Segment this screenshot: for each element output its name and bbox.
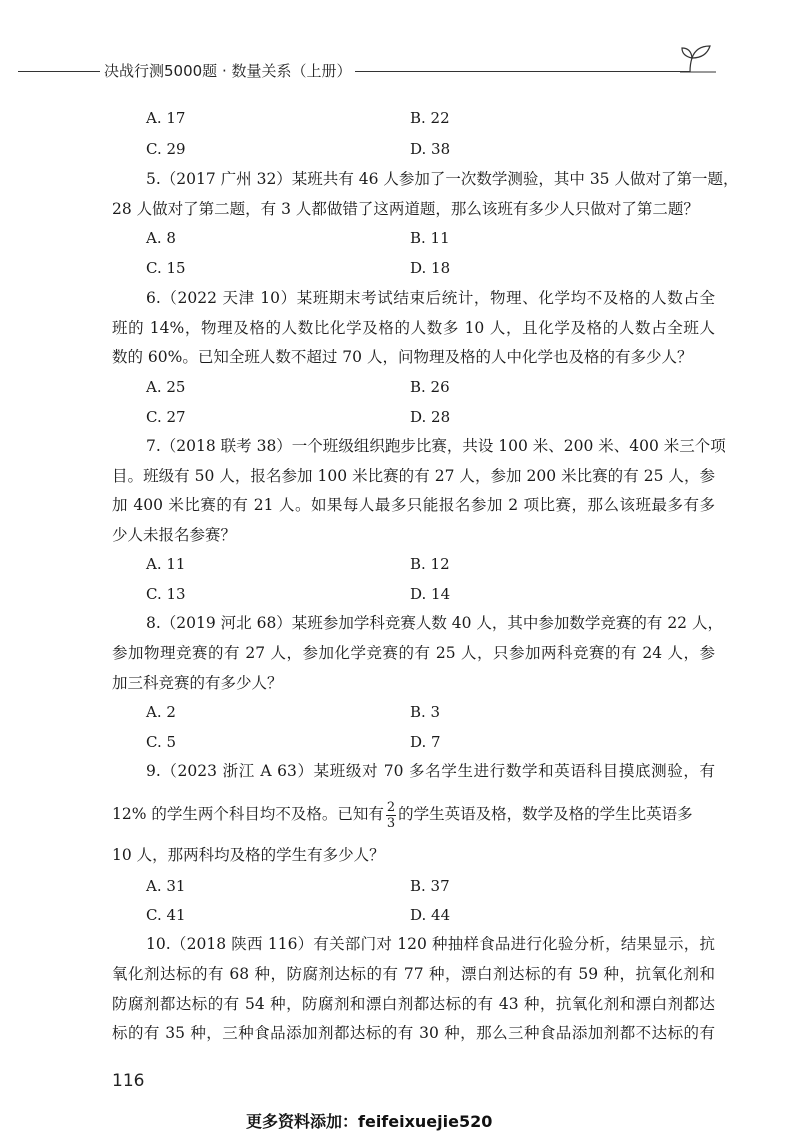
sprout-icon xyxy=(680,42,718,76)
question-5-line: 5.（2017 广州 32）某班共有 46 人参加了一次数学测验，其中 35 人做对了第一题， xyxy=(146,170,739,188)
question-10-line: 防腐剂都达标的有 54 种，防腐剂和漂白剂都达标的有 43 种，抗氧化剂和漂白剂都达 xyxy=(112,995,715,1013)
option-c: C. 29 xyxy=(146,140,186,158)
running-header-title: 决战行测5000题 · 数量关系（上册） xyxy=(104,62,352,80)
option-d: D. 38 xyxy=(410,140,451,158)
question-6-line: 6.（2022 天津 10）某班期末考试结束后统计，物理、化学均不及格的人数占全 xyxy=(146,289,715,307)
question-9-line xyxy=(112,795,715,833)
question-6-line: 班的 14%，物理及格的人数比化学及格的人数多 10 人，且化学及格的人数占全班人 xyxy=(112,319,715,337)
q8-option-d: D. 7 xyxy=(410,733,441,751)
question-10-line: 10.（2018 陕西 116）有关部门对 120 种抽样食品进行化验分析，结果显示，抗 xyxy=(146,935,715,953)
question-7-line: 少人未报名参赛？ xyxy=(112,526,237,544)
q7-option-a: A. 11 xyxy=(146,555,186,573)
footer-note: 更多资料添加：feifeixuejie520 xyxy=(246,1112,493,1131)
question-8-line: 加三科竞赛的有多少人？ xyxy=(112,674,283,692)
fraction-denominator: 3 xyxy=(386,815,396,831)
question-8-line: 8.（2019 河北 68）某班参加学科竞赛人数 40 人，其中参加数学竞赛的有 22 人， xyxy=(146,614,723,632)
option-a: A. 17 xyxy=(146,109,186,127)
question-9-text: 12% 的学生两个科目均不及格。已知有 xyxy=(112,805,384,823)
question-10-line: 氧化剂达标的有 68 种，防腐剂达标的有 77 种，漂白剂达标的有 59 种，抗氧化剂和 xyxy=(112,965,715,983)
question-9-line: 10 人，那两科均及格的学生有多少人？ xyxy=(112,846,385,864)
header-rule-left xyxy=(18,71,100,72)
question-7-line: 加 400 米比赛的有 21 人。如果每人最多只能报名参加 2 项比赛，那么该班最多有多 xyxy=(112,496,715,514)
q7-option-d: D. 14 xyxy=(410,585,451,603)
q9-option-c: C. 41 xyxy=(146,906,186,924)
q9-option-b: B. 37 xyxy=(410,877,450,895)
page-number: 116 xyxy=(112,1071,145,1091)
option-b: B. 22 xyxy=(410,109,450,127)
header-rule-right xyxy=(355,71,690,72)
q8-option-b: B. 3 xyxy=(410,703,441,721)
q7-option-c: C. 13 xyxy=(146,585,186,603)
q6-option-c: C. 27 xyxy=(146,408,186,426)
q5-option-d: D. 18 xyxy=(410,259,451,277)
q6-option-d: D. 28 xyxy=(410,408,451,426)
q7-option-b: B. 12 xyxy=(410,555,450,573)
q9-option-a: A. 31 xyxy=(146,877,186,895)
fraction xyxy=(386,800,396,831)
question-7-line: 7.（2018 联考 38）一个班级组织跑步比赛，共设 100 米、200 米、400 米三个项 xyxy=(146,437,726,455)
q8-option-a: A. 2 xyxy=(146,703,176,721)
question-5-line: 28 人做对了第二题，有 3 人都做错了这两道题，那么该班有多少人只做对了第二题？ xyxy=(112,200,699,218)
q5-option-a: A. 8 xyxy=(146,229,176,247)
question-10-line: 标的有 35 种，三种食品添加剂都达标的有 30 种，那么三种食品添加剂都不达标的有 xyxy=(112,1024,715,1042)
q8-option-c: C. 5 xyxy=(146,733,177,751)
question-8-line: 参加物理竞赛的有 27 人，参加化学竞赛的有 25 人，只参加两科竞赛的有 24 人，参 xyxy=(112,644,715,662)
fraction-numerator: 2 xyxy=(386,799,396,815)
question-9-text: 的学生英语及格，数学及格的学生比英语多 xyxy=(398,805,693,823)
q6-option-b: B. 26 xyxy=(410,378,450,396)
q5-option-c: C. 15 xyxy=(146,259,186,277)
q9-option-d: D. 44 xyxy=(410,906,451,924)
question-6-line: 数的 60%。已知全班人数不超过 70 人，问物理及格的人中化学也及格的有多少人？ xyxy=(112,348,693,366)
q6-option-a: A. 25 xyxy=(146,378,186,396)
question-7-line: 目。班级有 50 人，报名参加 100 米比赛的有 27 人，参加 200 米比赛的有 25 人，参 xyxy=(112,467,715,485)
q5-option-b: B. 11 xyxy=(410,229,450,247)
question-9-line: 9.（2023 浙江 A 63）某班级对 70 多名学生进行数学和英语科目摸底测验，有 xyxy=(146,762,715,780)
